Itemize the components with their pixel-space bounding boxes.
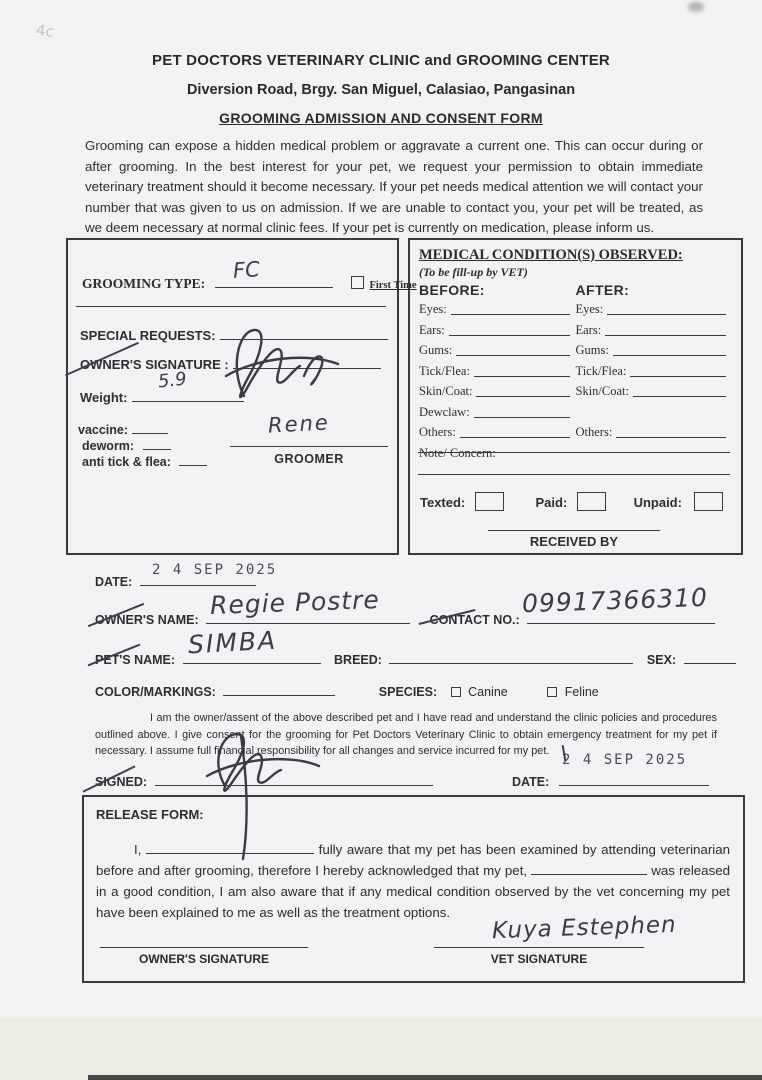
before-label: BEFORE: [419,282,485,298]
before-gums-line [456,343,569,356]
before-ears-label: Ears: [419,322,445,337]
paid-label: Paid: [535,495,568,510]
after-tickflea-line [630,364,726,377]
deworm-line [143,436,171,450]
unpaid-label: Unpaid: [633,495,682,510]
received-by-label: RECEIVED BY [529,534,619,549]
grooming-type-value: FC [232,257,261,283]
groomer-line [230,446,388,447]
groomer-name-value: Rene [267,410,331,438]
before-eyes-label: Eyes: [419,302,447,316]
weight-value: 5.9 [156,368,188,393]
anti-tick-flea-label: anti tick & flea: [82,455,171,469]
texted-checkbox [475,492,504,511]
medical-title: MEDICAL CONDITION(S) OBSERVED: [419,247,683,263]
before-skincoat-line [476,384,569,397]
species-canine-label: Canine [468,685,508,699]
deworm-label: deworm: [82,439,135,453]
before-tickflea-label: Tick/Flea: [419,363,470,378]
after-label: AFTER: [575,282,630,298]
after-eyes-label: Eyes: [575,302,604,316]
note-line-1 [418,452,730,453]
release-owner-signature-label: OWNER'S SIGNATURE [139,952,269,966]
before-others-label: Others: [419,425,456,439]
release-body-3: was released in a good condition, I am also aware that if any medical condition observed by the vet concerning my pet have been explained to me as well as the treatment options. [96,863,731,920]
weight-line [132,388,244,402]
vaccine-line [132,420,168,434]
unpaid-checkbox [694,492,723,511]
after-skincoat-label: Skin/Coat: [575,384,629,398]
scan-bottom-band [0,1018,762,1080]
breed-label: BREED: [334,653,382,667]
after-ears-line [605,323,726,336]
owners-name-value: Regie Postre [209,585,381,620]
color-markings-label: COLOR/MARKINGS: [95,685,216,699]
signed-date-line [559,772,709,786]
release-body-1: I, [134,842,142,857]
special-requests-label: SPECIAL REQUESTS: [80,328,216,343]
sex-line [684,650,736,664]
after-others-line [616,425,726,438]
before-eyes-line [451,302,570,315]
scan-smudge [688,2,704,12]
pets-name-label: PET'S NAME: [95,653,176,667]
before-tickflea-line [474,364,570,377]
species-feline-checkbox [547,687,557,697]
texted-label: Texted: [420,495,466,510]
release-form-paragraph [96,839,730,923]
release-form-title: RELEASE FORM: [96,807,204,822]
pencil-mark: 4c [34,20,55,42]
release-blank-pet [531,862,647,875]
release-body-2: fully aware that my pet has been examined by attending veterinarian before and after grooming, therefore I hereby acknowledged that my pet, [96,842,730,878]
received-by-line [488,530,660,531]
release-owner-signature-line [100,947,308,948]
species-label: SPECIES: [378,685,438,699]
form-title: GROOMING ADMISSION AND CONSENT FORM [219,110,543,126]
before-ears-line [449,323,570,336]
first-time-label: First Time [369,280,417,291]
contact-no-value: 09917366310 [521,582,709,619]
owners-signature-label: OWNER'S SIGNATURE : [80,357,229,372]
after-ears-label: Ears: [575,322,602,337]
owners-name-label: OWNER'S NAME: [95,613,199,627]
release-blank-name [146,841,314,854]
note-concern-label: Note/ Concern: [419,445,496,460]
note-line-2 [418,474,730,475]
first-time-checkbox [351,276,364,289]
signed-date-label: DATE: [512,775,550,789]
vaccine-label: vaccine: [78,423,129,437]
after-tickflea-label: Tick/Flea: [575,363,627,378]
sex-label: SEX: [646,653,677,667]
date-stamp: 2 4 SEP 2025 [152,562,278,578]
medical-box [408,238,743,555]
grooming-type-label: GROOMING TYPE: [82,276,206,291]
after-others-label: Others: [575,425,613,439]
pets-name-value: SIMBA [187,625,278,660]
signed-date-stamp: 2 4 SEP 2025 [562,752,688,768]
medical-subtitle: (To be fill-up by VET) [419,265,528,279]
consent-paragraph: I am the owner/assent of the above described pet and I have read and understand the clinic policies and procedures outlined above. I give consent for the grooming for Pet Doctors Veterinary Clinic to obtain emergency treatment for my pet if necessary. I assume full financial responsibility for all changes and service incurred for my pet. [95,712,717,757]
date-label: DATE: [95,575,133,589]
paid-checkbox [577,492,606,511]
release-form-box [82,795,745,983]
before-dewclaw-line [474,405,570,418]
species-canine-checkbox [451,687,461,697]
after-gums-label: Gums: [575,343,609,357]
release-vet-signature-line [434,947,644,948]
after-skincoat-line [633,384,726,397]
anti-tick-flea-line [179,452,207,466]
contact-no-label: CONTACT NO.: [429,613,520,627]
color-markings-line [223,682,335,696]
before-dewclaw-label: Dewclaw: [419,404,470,419]
scan-bottom-edge [88,1075,762,1080]
vet-signature-value: Kuya Estephen [491,911,678,945]
after-gums-line [613,343,726,356]
signed-label: SIGNED: [95,775,148,789]
release-vet-signature-label: VET SIGNATURE [490,952,588,966]
groomer-label: GROOMER [274,452,344,466]
breed-line [389,650,633,664]
weight-label: Weight: [80,390,128,405]
grooming-divider [76,306,386,307]
clinic-address: Diversion Road, Brgy. San Miguel, Calasiao, Pangasinan [186,82,576,98]
before-others-line [460,425,570,438]
intro-paragraph: Grooming can expose a hidden medical problem or aggravate a current one. This can occur during or after grooming. In the best interest for your pet, we request your permission to obtain immediate veterinary treatment should it become necessary. If your pet needs medical attention we will contact your number that was given to us on admission. If we are unable to contact you, your pet will be treated, as we deem necessary at normal clinic fees. If your pet is currently on medication, please inform us. [85,138,703,235]
before-gums-label: Gums: [419,343,453,357]
species-feline-label: Feline [564,685,599,699]
before-skincoat-label: Skin/Coat: [419,384,473,398]
after-eyes-line [607,302,726,315]
grooming-box [66,238,417,555]
clinic-name: PET DOCTORS VETERINARY CLINIC and GROOMING CENTER [152,52,610,69]
